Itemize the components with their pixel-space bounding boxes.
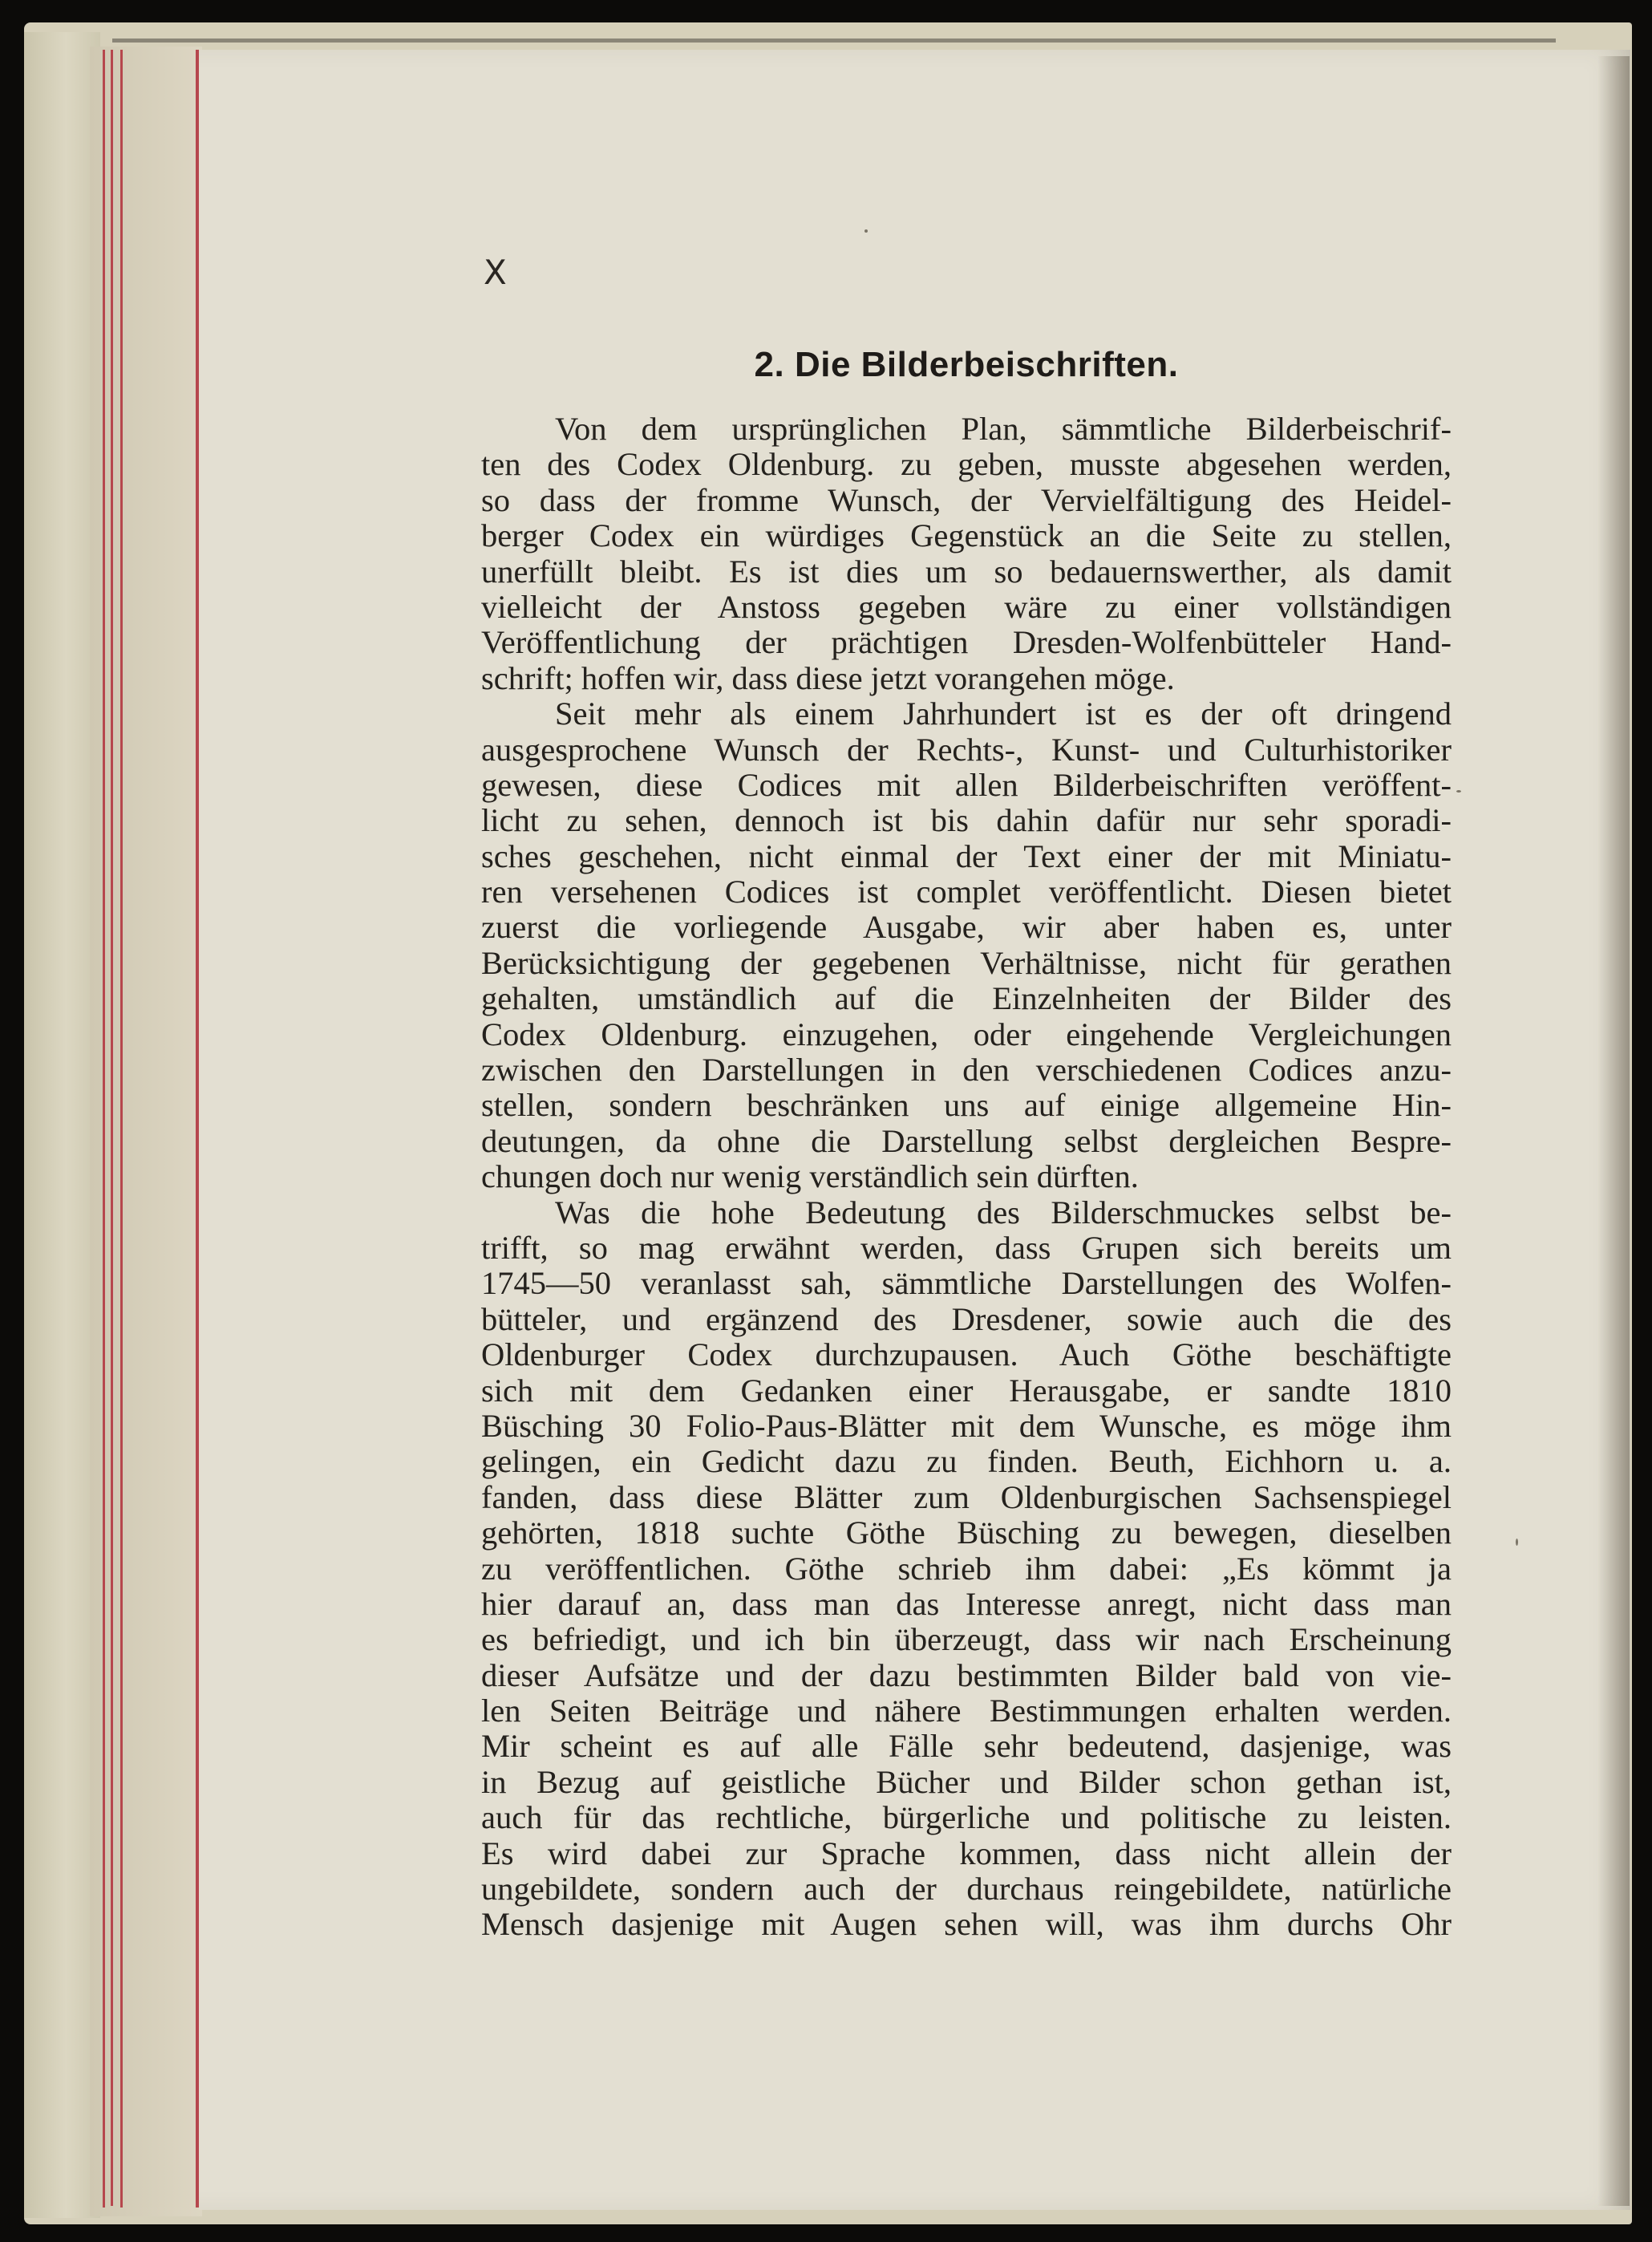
text-line: berger Codex ein würdiges Gegenstück an die Seite zu stellen, [481,517,1452,554]
book-spine-edge [24,32,100,2218]
text-line: es befriedigt, und ich bin überzeugt, dass wir nach Erscheinung [481,1621,1452,1658]
text-line: zu veröffentlichen. Göthe schrieb ihm dabei: „Es kömmt ja [481,1550,1452,1587]
text-line: vielleicht der Anstoss gegeben wäre zu einer vollständigen [481,588,1452,625]
text-line: chungen doch nur wenig verständlich sein dürften. [481,1158,1139,1195]
text-line: Mensch dasjenige mit Augen sehen will, was ihm durchs Ohr [481,1906,1452,1943]
red-page-edge [111,50,113,2206]
text-line: gelingen, ein Gedicht dazu zu finden. Beuth, Eichhorn u. a. [481,1443,1452,1480]
text-line: ren versehenen Codices ist complet veröffentlicht. Diesen bietet [481,874,1452,910]
text-line: fanden, dass diese Blätter zum Oldenburgischen Sachsenspiegel [481,1478,1452,1515]
text-line: Büsching 30 Folio-Paus-Blätter mit dem Wunsche, es möge ihm [481,1407,1452,1444]
text-line: dieser Aufsätze und der dazu bestimmten Bilder bald von vie- [481,1656,1452,1693]
text-line: auch für das rechtliche, bürgerliche und politische zu leisten. [481,1799,1452,1836]
text-line: 1745—50 veranlasst sah, sämmtliche Darstellungen des Wolfen- [481,1265,1452,1302]
text-line: sches geschehen, nicht einmal der Text einer der mit Miniatu- [481,837,1452,874]
body-text [481,412,1452,1943]
page-gutter-shadow [1597,56,1630,2206]
text-line: licht zu sehen, dennoch ist bis dahin dafür nur sehr sporadi- [481,802,1452,839]
text-line: so dass der fromme Wunsch, der Vervielfältigung des Heidel- [481,481,1452,518]
text-line: gehörten, 1818 suchte Göthe Büsching zu bewegen, dieselben [481,1514,1452,1551]
text-line: bütteler, und ergänzend des Dresdener, sowie auch die des [481,1300,1452,1337]
text-line: Was die hohe Bedeutung des Bilderschmuckes selbst be- [555,1194,1452,1230]
text-line: schrift; hoffen wir, dass diese jetzt vorangehen möge. [481,659,1175,696]
page-number: X [484,253,507,292]
paper-speck [864,229,868,233]
section-heading: 2. Die Bilderbeischriften. [754,345,1179,384]
text-line: ausgesprochene Wunsch der Rechts-, Kunst- und Culturhistoriker [481,731,1452,768]
red-page-edge [120,50,123,2208]
text-line: Veröffentlichung der prächtigen Dresden-Wolfenbütteler Hand- [481,624,1452,661]
text-line: zuerst die vorliegende Ausgabe, wir aber haben es, unter [481,909,1452,946]
text-line: gehalten, umständlich auf die Einzelnheiten der Bilder des [481,980,1452,1017]
red-page-edge [103,50,105,2208]
text-line: ungebildete, sondern auch der durchaus reingebildete, natürliche [481,1871,1452,1908]
text-line: gewesen, diese Codices mit allen Bilderbeischriften veröffent- [481,766,1452,803]
text-line: ten des Codex Oldenburg. zu geben, musste abgesehen werden, [481,446,1452,483]
text-line: sich mit dem Gedanken einer Herausgabe, er sandte 1810 [481,1372,1452,1409]
text-line: len Seiten Beiträge und nähere Bestimmungen erhalten werden. [481,1693,1452,1729]
text-line: Codex Oldenburg. einzugehen, oder eingehende Vergleichungen [481,1016,1452,1052]
text-line: trifft, so mag erwähnt werden, dass Grupen sich bereits um [481,1229,1452,1266]
text-line: Berücksichtigung der gegebenen Verhältnisse, nicht für gerathen [481,944,1452,981]
text-line: hier darauf an, dass man das Interesse anregt, nicht dass man [481,1585,1452,1622]
text-line: Seit mehr als einem Jahrhundert ist es der oft dringend [555,695,1452,732]
text-line: Mir scheint es auf alle Fälle sehr bedeutend, dasjenige, was [481,1728,1452,1765]
top-edge-shadow [112,39,1556,43]
text-line: Es wird dabei zur Sprache kommen, dass nicht allein der [481,1835,1452,1871]
text-line: deutungen, da ohne die Darstellung selbst dergleichen Bespre- [481,1122,1452,1159]
text-line: Von dem ursprünglichen Plan, sämmtliche Bilderbeischrif- [555,411,1452,447]
text-line: in Bezug auf geistliche Bücher und Bilder schon gethan ist, [481,1763,1452,1800]
text-line: zwischen den Darstellungen in den verschiedenen Codices anzu- [481,1052,1452,1089]
text-line: unerfüllt bleibt. Es ist dies um so bedauernswerther, als damit [481,553,1452,590]
paper-speck [1456,790,1461,793]
paper-speck [1516,1539,1518,1546]
text-line: Oldenburger Codex durchzupausen. Auch Göthe beschäftigte [481,1336,1452,1373]
page-stack-edge [90,47,202,2216]
text-line: stellen, sondern beschränken uns auf einige allgemeine Hin- [481,1087,1452,1124]
